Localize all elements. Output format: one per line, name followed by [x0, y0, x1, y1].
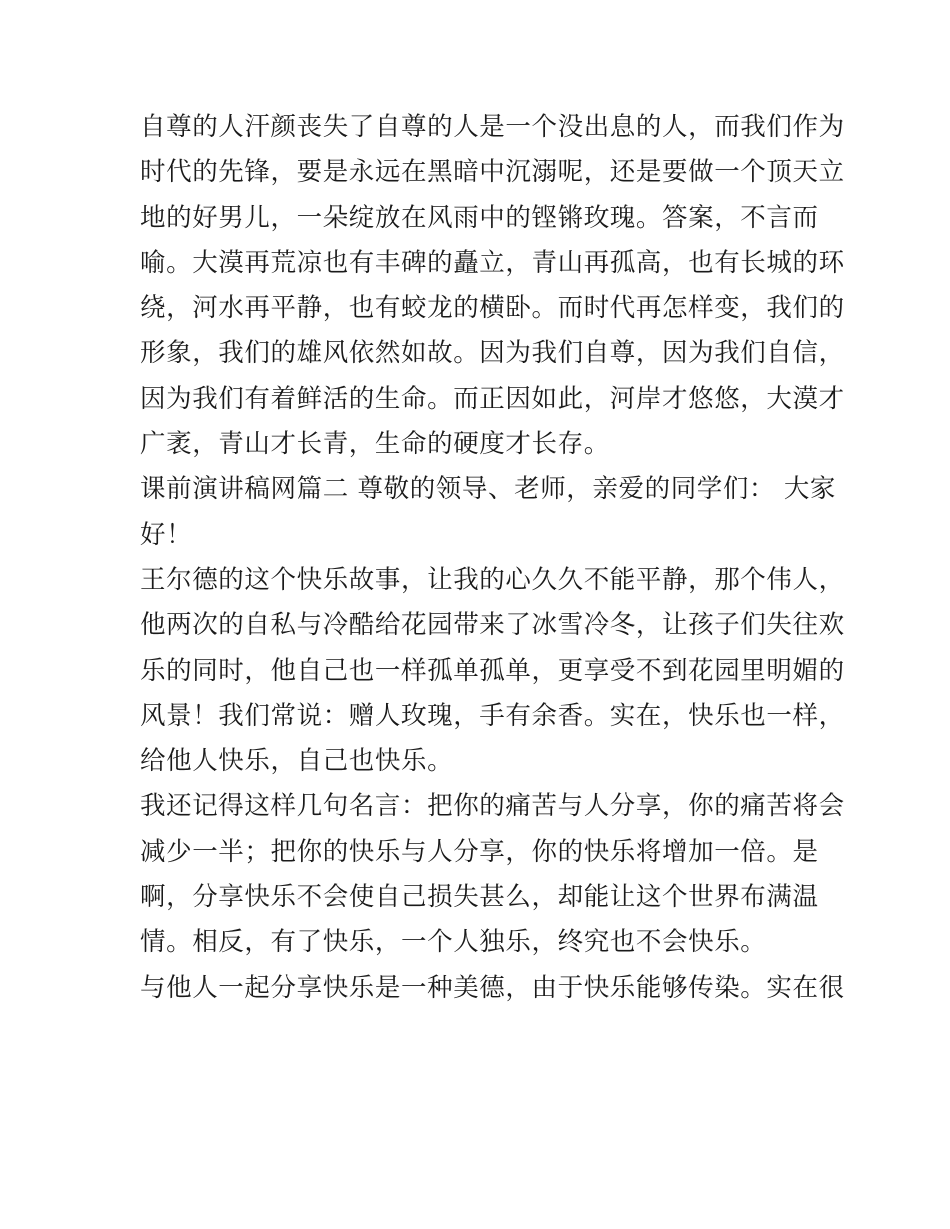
text-line-4: 喻。大漠再荒凉也有丰碑的矗立，青山再孤高，也有长城的环	[140, 247, 845, 278]
text-line-17: 减少一半；把你的快乐与人分享，你的快乐将增加一倍。是	[140, 836, 819, 867]
text-line-18: 啊，分享快乐不会使自己损失甚么，却能让这个世界布满温	[140, 882, 819, 913]
text-line-19: 情。相反，有了快乐，一个人独乐，终究也不会快乐。	[140, 927, 767, 958]
text-line-20: 与他人一起分享快乐是一种美德，由于快乐能够传染。实在很	[140, 972, 845, 1003]
text-line-14: 风景！我们常说：赠人玫瑰，手有余香。实在，快乐也一样，	[140, 700, 845, 731]
text-line-11: 王尔德的这个快乐故事，让我的心久久不能平静，那个伟人，	[140, 564, 845, 595]
text-line-12: 他两次的自私与冷酷给花园带来了冰雪冷冬，让孩子们失往欢	[140, 610, 845, 641]
text-line-9: 课前演讲稿网篇二 尊敬的领导、老师，亲爱的同学们： 大家	[140, 474, 837, 505]
text-line-2: 时代的先锋，要是永远在黑暗中沉溺呢，还是要做一个顶天立	[140, 157, 845, 188]
text-line-15: 给他人快乐，自己也快乐。	[140, 746, 454, 777]
text-line-10: 好！	[140, 519, 193, 550]
body-text	[140, 105, 845, 1011]
text-line-1: 自尊的人汗颜丧失了自尊的人是一个没出息的人，而我们作为	[140, 112, 845, 142]
text-line-13: 乐的同时，他自己也一样孤单孤单，更享受不到花园里明媚的	[140, 655, 845, 686]
text-line-6: 形象，我们的雄风依然如故。因为我们自尊，因为我们自信，	[140, 338, 845, 369]
text-line-8: 广袤，青山才长青，生命的硬度才长存。	[140, 429, 610, 460]
text-line-3: 地的好男儿，一朵绽放在风雨中的铿锵玫瑰。答案，不言而	[140, 202, 819, 233]
text-line-5: 绕，河水再平静，也有蛟龙的横卧。而时代再怎样变，我们的	[140, 293, 845, 324]
text-line-7: 因为我们有着鲜活的生命。而正因如此，河岸才悠悠，大漠才	[140, 383, 845, 414]
text-line-16: 我还记得这样几句名言：把你的痛苦与人分享，你的痛苦将会	[140, 791, 845, 822]
